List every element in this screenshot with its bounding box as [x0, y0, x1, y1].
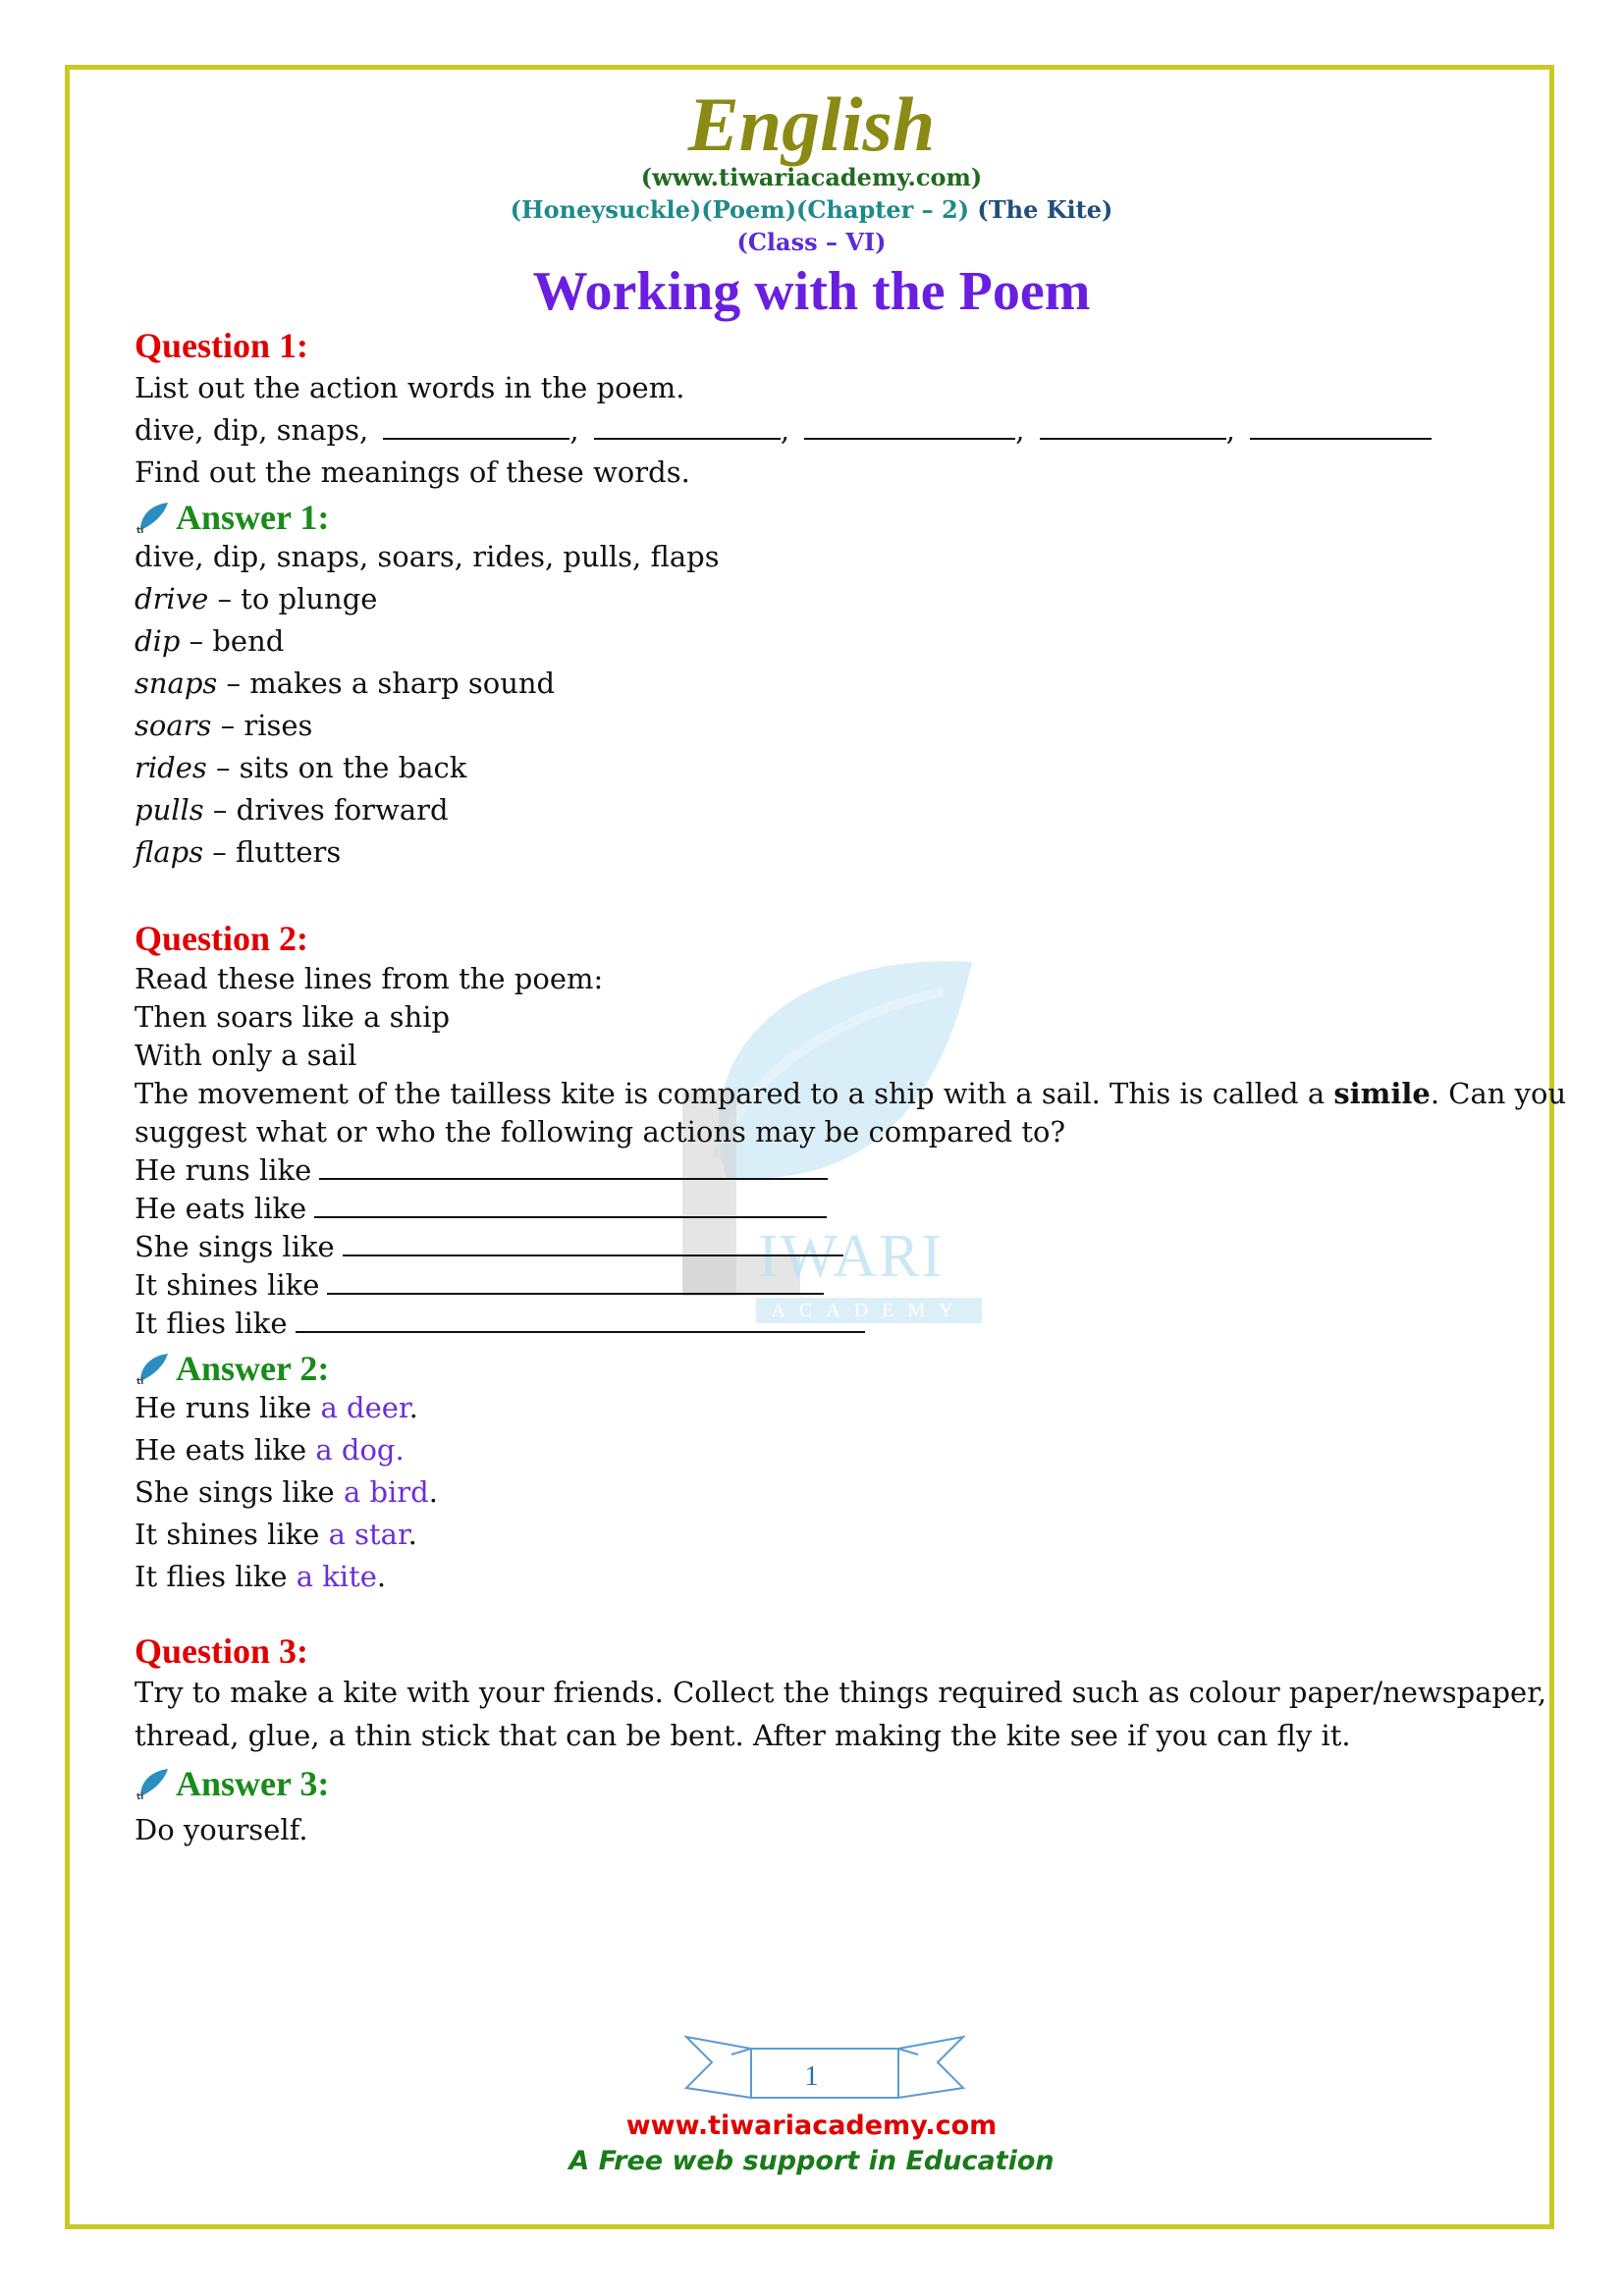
- q3-line-2: thread, glue, a thin stick that can be bent. After making the kite see if you can fly it.: [135, 1719, 1351, 1752]
- q2-line-2: Then soars like a ship: [135, 1000, 451, 1034]
- book-chapter: (Honeysuckle)(Poem)(Chapter – 2): [510, 195, 970, 224]
- answer-3-text: Do yourself.: [135, 1813, 308, 1846]
- blank-line: [314, 1199, 827, 1218]
- header-class: (Class – VI): [736, 228, 887, 256]
- svg-text:ti: ti: [136, 1377, 144, 1385]
- q1-line-3: Find out the meanings of these words.: [135, 455, 690, 489]
- page-number: 1: [804, 2061, 819, 2092]
- answer-1-label: ti Answer 1:: [136, 498, 330, 537]
- blank-line: [327, 1275, 824, 1295]
- quill-icon: [135, 501, 170, 534]
- quill-icon: [135, 1767, 170, 1800]
- header-book-info: [0, 195, 1623, 225]
- answer-row: She sings like a bird.: [135, 1475, 438, 1509]
- blank-line: [319, 1160, 828, 1180]
- blank-line: [343, 1237, 843, 1256]
- blank-line: [383, 420, 569, 440]
- footer-tagline: A Free web support in Education: [568, 2146, 1055, 2176]
- meaning-row: flaps – flutters: [135, 835, 342, 869]
- question-2-label: Question 2:: [135, 919, 309, 958]
- meaning-row: snaps – makes a sharp sound: [135, 667, 556, 700]
- q1-line-2-start: dive, dip, snaps,: [135, 413, 369, 447]
- q2-line-1: Read these lines from the poem:: [135, 962, 604, 995]
- blank-line: [296, 1313, 865, 1333]
- answer-3-label: ti Answer 3:: [136, 1764, 330, 1803]
- question-3-label: Question 3:: [135, 1631, 309, 1671]
- prompt-row: She sings like: [135, 1229, 843, 1264]
- page-title: English: [687, 81, 936, 167]
- prompt-row: It shines like: [135, 1267, 824, 1303]
- answer-row: He runs like a deer.: [135, 1391, 418, 1424]
- q1-line-1: List out the action words in the poem.: [135, 371, 685, 404]
- q3-line-1: Try to make a kite with your friends. Collect the things required such as colour paper/newspaper,: [135, 1676, 1547, 1709]
- blank-line: [1250, 420, 1432, 440]
- section-heading: Working with the Poem: [532, 261, 1091, 322]
- question-1-label: Question 1:: [135, 326, 309, 365]
- watermark-subtext: ACADEMY: [756, 1298, 982, 1323]
- svg-text:ti: ti: [136, 526, 144, 534]
- meaning-row: dip – bend: [135, 624, 285, 658]
- q2-line-3: With only a sail: [135, 1039, 357, 1072]
- meaning-row: soars – rises: [135, 709, 313, 742]
- header-website: (www.tiwariacademy.com): [640, 163, 983, 191]
- prompt-row: He eats like: [135, 1191, 827, 1226]
- blank-line: [804, 420, 1015, 440]
- footer-website: www.tiwariacademy.com: [625, 2110, 998, 2141]
- answer-1-list: dive, dip, snaps, soars, rides, pulls, flaps: [135, 540, 720, 573]
- answer-row: It shines like a star.: [135, 1518, 417, 1551]
- q2-paragraph-line-2: suggest what or who the following actions may be compared to?: [135, 1115, 1066, 1148]
- simile-term: simile: [1333, 1077, 1431, 1110]
- blank-line: [594, 420, 781, 440]
- prompt-row: It flies like: [135, 1306, 865, 1341]
- meaning-row: pulls – drives forward: [135, 793, 449, 827]
- prompt-row: He runs like: [135, 1152, 828, 1188]
- meaning-row: drive – to plunge: [135, 582, 378, 615]
- svg-text:ti: ti: [136, 1792, 144, 1800]
- answer-2-label: ti Answer 2:: [136, 1349, 330, 1388]
- meaning-row: rides – sits on the back: [135, 751, 467, 784]
- blank-line: [1040, 420, 1226, 440]
- q2-paragraph: The movement of the tailless kite is compared to a ship with a sail. This is called a simile. Can you: [135, 1077, 1567, 1110]
- watermark-text: IWARI: [758, 1223, 945, 1290]
- q1-line-2: dive, dip, snaps, , , , ,: [135, 412, 1432, 448]
- book-title: (The Kite): [977, 195, 1113, 224]
- answer-row: He eats like a dog.: [135, 1433, 405, 1467]
- quill-icon: [135, 1352, 170, 1385]
- answer-row: It flies like a kite.: [135, 1560, 387, 1593]
